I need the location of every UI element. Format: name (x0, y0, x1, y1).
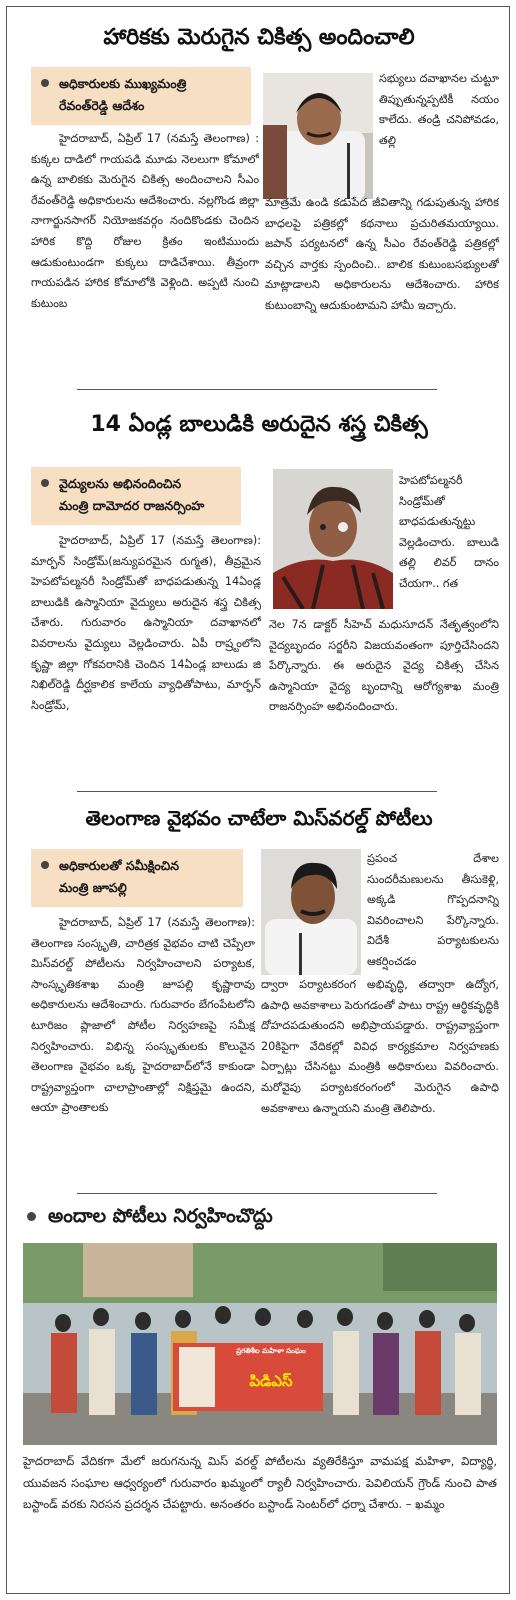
story1-left-column: హైదరాబాద్, ఏప్రిల్ 17 (నమస్తే తెలంగాణ) : కుక్కల దాడిలో గాయపడి మూడు నెలలుగా కోమాలో ఉన్న బాలికకు మెరుగైన చికిత్స అందించాలని సీఎం రేవంత్‌రెడ్డి అధికారులను ఆదేశించారు. నల్లగొండ జిల్లా నాగార్జునసాగర్ నియోజకవర్గం నందికొండకు చెందిన హారిక కొద్ది రోజుల క్రితం ఇంటిముందు ఆడుకుంటుండగా కుక్కలు దాడిచేశాయి. తీవ్రంగా గాయపడిన హారిక కోమాలోకి వెళ్లింది. అప్పటి నుంచి కుటుంబ (31, 132, 259, 310)
story1-subhead-line1: అధికారులకు ముఖ్యమంత్రి (59, 76, 187, 91)
story3-left-column: హైదరాబాద్, ఏప్రిల్ 17 (నమస్తే తెలంగాణ): తెలంగాణ సంస్కృతి, చారిత్రక వైభవం చాటి చెప్పేలా మిస్‌వరల్డ్ పోటీలను నిర్వహించాలని పర్యాటక, సాంస్కృతికశాఖ మంత్రి జూపల్లి కృష్ణారావు అధికారులను ఆదేశించారు. గురువారం బేగంపేటలోని టూరిజం ప్లాజాలో పోటీల నిర్వహణపై సమీక్ష నిర్వహించారు. విభిన్న సంస్కృతులకు కొలువైన తెలంగాణ వైభవం ఒక్క హైదరాబాద్‌లోనే కాకుండా రాష్ట్రవ్యాప్తంగా చాలాప్రాంతాల్లో నిక్షిప్తమై ఉందని, ఆయా ప్రాంతాలకు (31, 916, 255, 1115)
divider-3 (77, 1193, 437, 1194)
story2-right-column-bottom: నెల 7న డాక్టర్ సీహెచ్ మధుసూదన్ నేతృత్వంలోని వైద్యబృందం సర్జరీని విజయవంతంగా పూర్తిచేసిందని పేర్కొన్నారు. ఈ అరుదైన వైద్య చికిత్స చేసిన ఉస్మానియా వైద్య బృందాన్ని ఆరోగ్యశాఖ మంత్రి రాజనర్సింహ అభినందించారు. (269, 618, 499, 714)
story1-right-column-bottom: మాత్రమే ఉండి కడుపేద జీవితాన్ని గడుపుతున్న హారిక బాధలపై పత్రికల్లో కథనాలు ప్రచురితమయ్యాయి. జపాన్ పర్యటనలో ఉన్న సీఎం రేవంత్‌రెడ్డి పత్రికల్లో వచ్చిన వార్తకు స్పందించి.. బాలిక కుటుంబసభ్యులతో మాట్లాడాలని అధికారులను ఆదేశించారు. హారిక కుటుంబాన్ని ఆదుకుంటామని హామీ ఇచ్చారు. (265, 196, 499, 312)
story1-subhead-line2: రేవంత్‌రెడ్డి ఆదేశం (59, 98, 145, 113)
story4-headline-text: అందాల పోటీలు నిర్వహించొద్దు (48, 1205, 273, 1227)
protest-banner-big-text: పిడిఎస్ (249, 1372, 293, 1390)
story2-left-column: హైదరాబాద్, ఏప్రిల్ 17 (నమస్తే తెలంగాణ): మార్ఫన్ సిండ్రోమ్(జన్యుపరమైన రుగ్మత), తీవ్రమైన హెపటోపల్మనరీ సిండ్రోమ్‌తో బాధపడుతున్న 14ఏండ్ల బాలుడికి ఉస్మానియా వైద్యులు అరుదైన శస్త్ర చికిత్స చేశారు. గురువారం ఉస్మానియా దవాఖానలో వివరాలను వైద్యులు వెల్లడించారు. ఏపీ రాష్ర్టంలోని కృష్ణా జిల్లా గోకవరానికి చెందిన 14ఏండ్ల బాలుడు జి నిఖిల్‌రెడ్డి దీర్ఘకాలిక కాలేయ వ్యాధితోపాటు, మార్ఫన్ సిండ్రోమ్, (31, 534, 261, 712)
story3-photo-jupally (261, 849, 361, 975)
story2-headline: 14 ఏండ్ల బాలుడికి అరుదైన శస్త్ర చికిత్స (90, 412, 428, 437)
story2-subhead (31, 467, 241, 525)
story3-right-column-top: ప్రపంచ దేశాల సుందరీమణులను తీసుకెళ్లి, అక్కడి గొప్పదనాన్ని వివరించాలని పేర్కొన్నారు. విదేశీ పర్యాటకులను ఆకర్షించడం (367, 852, 499, 968)
protest-banner-small-text: ప్రగతిశీల మహిళా సంఘం (236, 1347, 306, 1355)
story3-subhead (31, 849, 243, 907)
divider-1 (77, 389, 437, 390)
story3-subhead-line2: మంత్రి జూపల్లి (59, 880, 127, 895)
story3-headline: తెలంగాణ వైభవం చాటేలా మిస్‌వరల్డ్ పోటీలు (85, 806, 433, 830)
story1-photo-revanth-reddy (263, 73, 373, 199)
story3-subhead-line1: అధికారులతో సమీక్షించిన (59, 858, 180, 873)
bullet-dot-icon (27, 1212, 36, 1221)
bullet-dot-icon (41, 861, 49, 869)
bullet-dot-icon (41, 79, 49, 87)
story1-headline: హారికకు మెరుగైన చికిత్స అందించాలి (103, 25, 415, 50)
divider-2 (77, 791, 437, 792)
story4-headline (27, 1205, 273, 1232)
story4-caption: హైదరాబాద్ వేదికగా మేలో జరుగనున్న మిస్ వరల్డ్ పోటీలను వ్యతిరేకిస్తూ వామపక్ష మహిళా, విద్యార్థి, యువజన సంఘాల ఆధ్వర్యంలో గురువారం ఖమ్మంలో ర్యాలీ నిర్వహించారు. పెవిలియన్ గ్రౌండ్ నుంచి పాత బస్టాండ్ వరకు నిరసన ప్రదర్శన చేపట్టారు. అనంతరం బస్టాండ్ సెంటర్‌లో ధర్నా చేశారు. – ఖమ్మం (23, 1454, 497, 1511)
story3-right-column-bottom: ద్వారా పర్యాటకరంగ అభివృద్ధి, తద్వారా ఉద్యోగ, ఉపాధి అవకాశాలు పెరుగడంతో పాటు రాష్ట్ర ఆర్థికవృద్ధికి దోహదపడుతుందని అభిప్రాయపడ్డారు. రాష్ట్రవ్యాప్తంగా 20కిపైగా వేదికల్లో వివిధ కార్యక్రమాల నిర్వహణకు ఏర్పాట్లు చేసినట్టు మంత్రికి అధికారులు వివరించారు. మరోవైపు పర్యాటకరంగంలో మెరుగైన ఉపాధి అవకాశాలు ఉన్నాయని మంత్రి తెలిపారు. (261, 978, 499, 1115)
story2-subhead-line2: మంత్రి దామోదర రాజనర్సింహ (59, 498, 205, 513)
story2-right-column-top: హెపటోపల్మనరీ సిండ్రోమ్‌తో బాధపడుతున్నట్టు వెల్లడించారు. బాలుడి తల్లి లివర్ దానం చేయగా.. గత (399, 474, 499, 590)
story2-subhead-line1: వైద్యులను అభినందించిన (59, 476, 182, 491)
story4-photo-protest-rally (23, 1243, 497, 1445)
story2-photo-boy (273, 469, 393, 609)
story1-subhead (31, 67, 251, 125)
bullet-dot-icon (41, 479, 49, 487)
story1-right-column-top: సభ్యులు దవాఖానల చుట్టూ తిప్పుతున్నప్పటికీ నయం కాలేదు. తండ్రి చనిపోవడం, తల్లి (379, 72, 499, 147)
newspaper-page (6, 6, 510, 1594)
